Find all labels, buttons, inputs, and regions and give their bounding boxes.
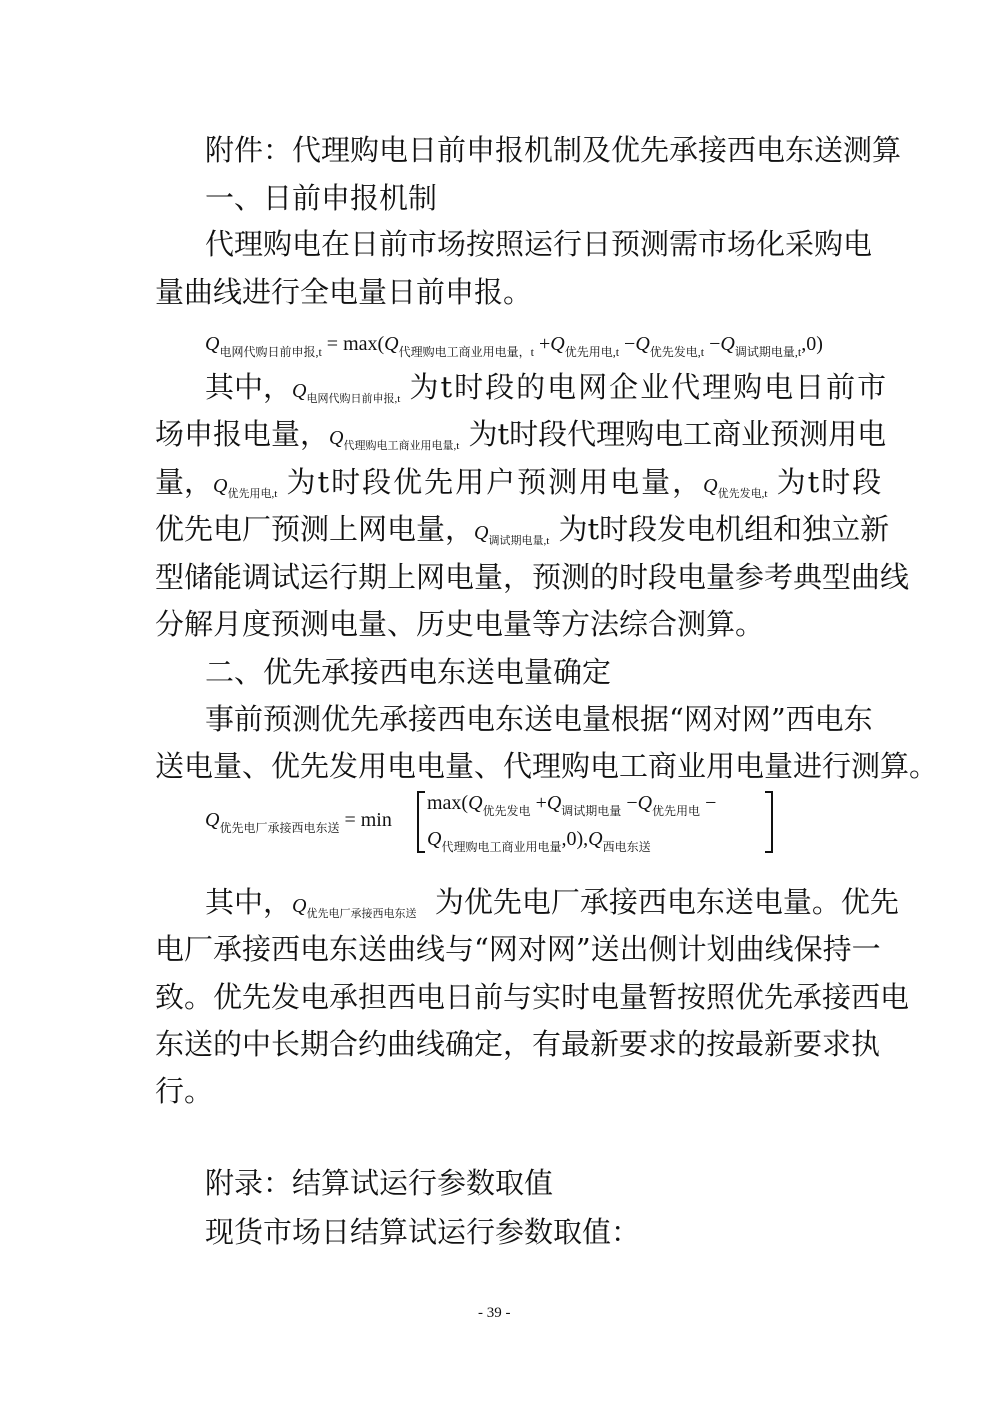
page-title: 附件：代理购电日前申报机制及优先承接西电东送测算 bbox=[205, 133, 902, 167]
paragraph-line: 场申报电量，$Q_{代理购电工商业用电量,t}$ 为t时段代理购电工商业预测用电 bbox=[155, 417, 887, 452]
paragraph-line: 致。优先发电承担西电日前与实时电量暂按照优先承接西电 bbox=[155, 980, 910, 1014]
paragraph-line: 量，$Q_{优先用电,t}$ 为t时段优先用户预测用电量，$Q_{优先发电,t}$ 为t时段 bbox=[155, 465, 884, 500]
appendix-heading: 附录：结算试运行参数取值 bbox=[205, 1166, 554, 1200]
paragraph-line: 优先电厂预测上网电量，$Q_{调试期电量,t}$ 为t时段发电机组和独立新 bbox=[155, 512, 890, 547]
page-number: - 39 - bbox=[478, 1305, 511, 1321]
paragraph-line: 型储能调试运行期上网电量，预测的时段电量参考典型曲线 bbox=[155, 560, 910, 594]
paragraph-line: 其中，$Q_{电网代购日前申报,t}$ 为t时段的电网企业代理购电日前市 bbox=[205, 370, 889, 405]
formula-day-ahead: $Q_{电网代购日前申报,t} = \max(Q_{代理购电工商业用电量,t} +Q_{优先用电,t} -Q_{优先发电,t} -Q_{调试期电量,t},0)$ bbox=[205, 333, 823, 359]
section-heading-2: 二、优先承接西电东送电量确定 bbox=[205, 655, 612, 689]
paragraph-line: 量曲线进行全电量日前申报。 bbox=[155, 275, 533, 309]
section-heading-1: 一、日前申报机制 bbox=[205, 181, 438, 215]
paragraph-line: 代理购电在日前市场按照运行日预测需市场化采购电 bbox=[205, 227, 873, 261]
formula-west-east: $Q_{优先电厂承接西电东送} = \min$ $\max(Q_{优先发电} +Q_{调试期电量} -Q_{优先用电}$ − $Q_{代理购电工商业用电量},0),Q_{西电东送}$ bbox=[205, 785, 805, 855]
left-bracket bbox=[417, 791, 425, 853]
paragraph-line: 送电量、优先发用电电量、代理购电工商业用电量进行测算。 bbox=[155, 749, 939, 783]
paragraph-line: 分解月度预测电量、历史电量等方法综合测算。 bbox=[155, 607, 765, 641]
paragraph-line: 东送的中长期合约曲线确定，有最新要求的按最新要求执 bbox=[155, 1027, 881, 1061]
paragraph-line: 其中，$Q_{优先电厂承接西电东送}$ 为优先电厂承接西电东送电量。优先 bbox=[205, 885, 899, 920]
right-bracket bbox=[765, 791, 773, 853]
paragraph-line: 电厂承接西电东送曲线与“网对网”送出侧计划曲线保持一 bbox=[155, 932, 881, 966]
paragraph-line: 事前预测优先承接西电东送电量根据“网对网”西电东 bbox=[205, 702, 873, 736]
paragraph-line: 行。 bbox=[155, 1074, 214, 1108]
paragraph-line: 现货市场日结算试运行参数取值： bbox=[205, 1215, 641, 1249]
